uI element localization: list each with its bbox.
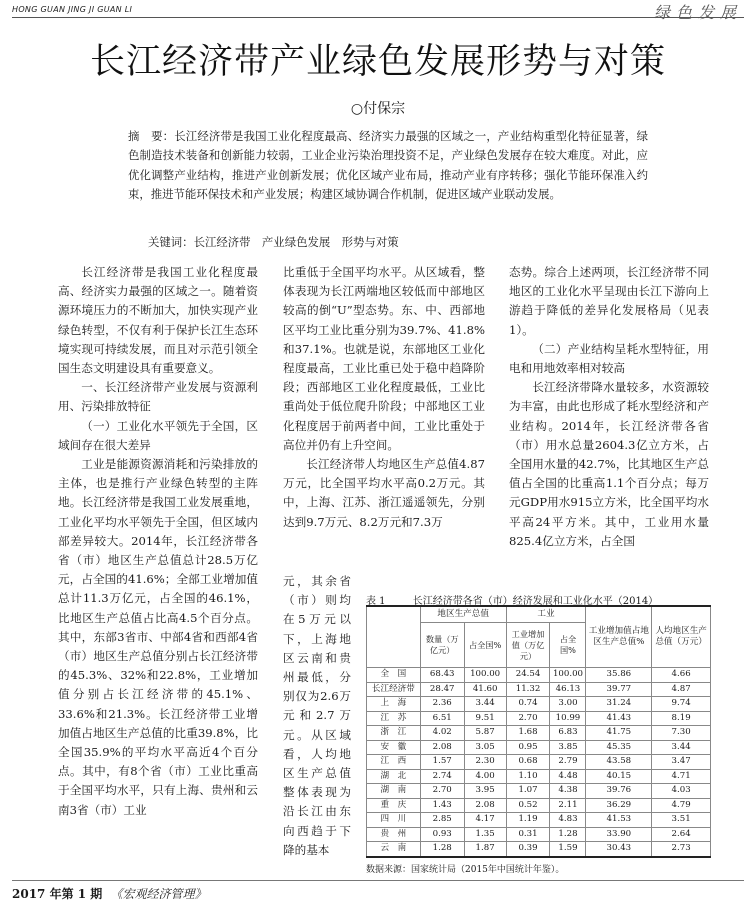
body-column-2 [283, 263, 485, 532]
table-row [367, 827, 711, 842]
paragraph: 长江经济带降水量较多，水资源较为丰富，由此也形成了耗水型经济和产业结构。2014年，长江经济带各省（市）用水总量2604.3亿立方米，占全国用水量的42.7%，比其地区生产总值占全国的比重高1.1个百分点；每万元GDP用水915立方米，比全国平均水平高24平方米。其中，工业用水量825.4亿立方米，占全国 [509, 380, 709, 548]
table-row [367, 769, 711, 784]
table-header-industry: 工业 [506, 606, 586, 623]
table-header-ind-share: 占全国% [550, 623, 586, 668]
table-cell: 7.30 [652, 726, 711, 741]
table-title: 长江经济带各省（市）经济发展和工业化水平（2014） [412, 596, 659, 607]
table-cell: 3.47 [652, 755, 711, 770]
table-cell: 4.02 [420, 726, 464, 741]
table-header-ind-value: 工业增加值（万亿元） [506, 623, 550, 668]
body-column-1 [58, 263, 258, 820]
table-cell-region: 安 徽 [367, 740, 421, 755]
section-heading: （二）产业结构呈耗水型特征，用电和用地效率相对较高 [509, 341, 709, 376]
table-cell: 3.00 [550, 697, 586, 712]
paragraph: 工业是能源资源消耗和污染排放的主体，也是推行产业绿色转型的主阵地。长江经济带是我国工业发展重地，工业化平均水平领先于全国，但区域内部差异较大。2014年，长江经济带各省（市）地区生产总值总计28.5万亿元，占全国的41.6%；全部工业增加值总计11.3万亿元，占全国的46.1%，比地区生产总值占比高4.5个百分点。其中，东部3省市、中部4省和西部4省（市）地区生产总值分别占长江经济带的45.3%、32%和22.8%，工业增加值分别占长江经济带的45.1%、33.6%和21.3%。长江经济带工业增加值占地区生产总值的比重39.8%，比全国35.9%的平均水平高近4个百分点。其中，有8个省（市）工业比重高于全国平均水平，只有上海、贵州和云南3省（市）工业 [58, 457, 258, 817]
table-cell: 4.66 [652, 668, 711, 683]
table-cell: 3.51 [652, 813, 711, 828]
table-cell: 2.36 [420, 697, 464, 712]
table-cell: 10.99 [550, 711, 586, 726]
table-cell: 1.87 [464, 842, 506, 857]
table-cell: 4.87 [652, 682, 711, 697]
table-header-share: 占全国% [464, 623, 506, 668]
table-row [367, 711, 711, 726]
paragraph: 长江经济带是我国工业化程度最高、经济实力最强的区域之一。随着资源环境压力的不断加大，加快实现产业绿色转型，不仅有利于保护长江生态环境实现可持续发展，而且对示范引领全国生态文明建设具有重要意义。 [58, 265, 258, 376]
table-cell-region: 湖 北 [367, 769, 421, 784]
table-cell: 4.38 [550, 784, 586, 799]
issue-number: 2017 年第 1 期 [12, 887, 103, 901]
table-cell: 0.52 [506, 798, 550, 813]
table-cell: 2.08 [464, 798, 506, 813]
table-cell: 2.08 [420, 740, 464, 755]
table-cell-region: 浙 江 [367, 726, 421, 741]
table-cell: 68.43 [420, 668, 464, 683]
table-cell: 4.83 [550, 813, 586, 828]
table-cell: 1.28 [550, 827, 586, 842]
table-row [367, 668, 711, 683]
abstract: 摘 要：长江经济带是我国工业化程度最高、经济实力最强的区域之一，产业结构重型化特征显著，绿色制造技术装备和创新能力较弱，工业企业污染治理投资不足，产业绿色发展存在较大难度。对此，应优化调整产业结构，推进产业创新发展；优化区域产业布局，推动产业有序转移；强化节能环保准入约束，推进节能环保技术和产业发展；构建区域协调合作机制，促进区域产业联动发展。 [128, 129, 648, 201]
table-cell: 4.17 [464, 813, 506, 828]
paragraph: 长江经济带人均地区生产总值4.87万元，比全国平均水平高0.2万元。其中，上海、江苏、浙江遥遥领先，分别达到9.7万元、8.2万元和7.3万 [283, 457, 485, 529]
table-cell: 46.13 [550, 682, 586, 697]
table-cell: 43.58 [586, 755, 652, 770]
paragraph: 元，其余省（市）则均在5万元以下，上海地区云南和贵州最低，分别仅为2.6万元和2.7万元。从区域看，人均地区生产总值整体表现为沿长江由东向西趋于下降的基本 [283, 574, 351, 857]
header-rule [12, 17, 744, 18]
table-header-gdp: 地区生产总值 [420, 606, 506, 623]
table-cell: 3.44 [652, 740, 711, 755]
table-row [367, 740, 711, 755]
table-cell: 0.39 [506, 842, 550, 857]
table-cell: 4.03 [652, 784, 711, 799]
footer [12, 885, 207, 902]
table-cell: 9.51 [464, 711, 506, 726]
article-title: 长江经济带产业绿色发展形势与对策 [89, 42, 666, 82]
table-cell: 41.43 [586, 711, 652, 726]
table-cell-region: 上 海 [367, 697, 421, 712]
table-cell: 24.54 [506, 668, 550, 683]
footer-rule [12, 880, 744, 881]
table-cell: 2.70 [506, 711, 550, 726]
section-label: 绿色发展 [653, 3, 742, 22]
table-cell: 2.79 [550, 755, 586, 770]
table-row [367, 798, 711, 813]
table-cell: 8.19 [652, 711, 711, 726]
body-column-3 [509, 263, 709, 551]
table-cell: 1.10 [506, 769, 550, 784]
table-cell: 33.90 [586, 827, 652, 842]
table-cell: 5.87 [464, 726, 506, 741]
running-header-pinyin: HONG GUAN JING JI GUAN LI [12, 5, 133, 14]
table-cell: 100.00 [464, 668, 506, 683]
table-row [367, 842, 711, 857]
table-row [367, 755, 711, 770]
table-cell: 1.07 [506, 784, 550, 799]
section-heading: 一、长江经济带产业发展与资源利用、污染排放特征 [58, 380, 258, 414]
table-cell: 1.59 [550, 842, 586, 857]
table-cell: 1.19 [506, 813, 550, 828]
table-cell: 2.85 [420, 813, 464, 828]
table-cell: 1.57 [420, 755, 464, 770]
table-cell-region: 重 庆 [367, 798, 421, 813]
table-cell: 35.86 [586, 668, 652, 683]
table-cell: 1.28 [420, 842, 464, 857]
table-cell-region: 云 南 [367, 842, 421, 857]
table-cell: 2.73 [652, 842, 711, 857]
table-cell-region: 全 国 [367, 668, 421, 683]
table-header-ratio: 工业增加值占地区生产总值% [586, 606, 652, 668]
table-cell: 39.76 [586, 784, 652, 799]
table-cell-region: 贵 州 [367, 827, 421, 842]
table-cell: 30.43 [586, 842, 652, 857]
table-cell: 41.75 [586, 726, 652, 741]
table-cell: 3.44 [464, 697, 506, 712]
table-cell-region: 长江经济带 [367, 682, 421, 697]
table-cell: 0.74 [506, 697, 550, 712]
table-cell: 100.00 [550, 668, 586, 683]
table-cell: 0.95 [506, 740, 550, 755]
table-cell: 0.68 [506, 755, 550, 770]
table-cell-region: 江 苏 [367, 711, 421, 726]
table-cell: 4.79 [652, 798, 711, 813]
table-cell: 40.15 [586, 769, 652, 784]
keywords: 关键词：长江经济带 产业绿色发展 形势与对策 [148, 235, 399, 249]
table-cell: 1.43 [420, 798, 464, 813]
table-header-amount: 数量（万亿元） [420, 623, 464, 668]
table-cell: 0.93 [420, 827, 464, 842]
table-cell: 6.83 [550, 726, 586, 741]
table-cell: 3.95 [464, 784, 506, 799]
table-cell: 41.53 [586, 813, 652, 828]
table-cell: 45.35 [586, 740, 652, 755]
table-row [367, 726, 711, 741]
table-cell-region: 湖 南 [367, 784, 421, 799]
table-row [367, 813, 711, 828]
table-cell: 36.29 [586, 798, 652, 813]
table-cell: 6.51 [420, 711, 464, 726]
table-cell: 1.35 [464, 827, 506, 842]
magazine-name: 《宏观经济管理》 [110, 887, 207, 901]
table-cell: 39.77 [586, 682, 652, 697]
table-row [367, 784, 711, 799]
table-cell: 2.64 [652, 827, 711, 842]
table-cell: 31.24 [586, 697, 652, 712]
table-cell: 4.71 [652, 769, 711, 784]
table-cell: 3.85 [550, 740, 586, 755]
data-table [366, 605, 711, 858]
table-cell: 4.48 [550, 769, 586, 784]
table-cell-region: 四 川 [367, 813, 421, 828]
table-cell: 2.30 [464, 755, 506, 770]
table-cell: 11.32 [506, 682, 550, 697]
table-header-region [367, 606, 421, 668]
table-cell: 9.74 [652, 697, 711, 712]
table-cell: 2.74 [420, 769, 464, 784]
table-row [367, 697, 711, 712]
body-column-2-narrow [283, 572, 351, 860]
table-cell: 28.47 [420, 682, 464, 697]
section-heading: （一）工业化水平领先于全国，区域间存在很大差异 [58, 418, 258, 452]
table-cell: 4.00 [464, 769, 506, 784]
table-cell: 2.11 [550, 798, 586, 813]
table-cell-region: 江 西 [367, 755, 421, 770]
author: ○付保宗 [350, 101, 406, 117]
table-cell: 41.60 [464, 682, 506, 697]
table-header-per-capita: 人均地区生产总值（万元） [652, 606, 711, 668]
table-row [367, 682, 711, 697]
table-cell: 2.70 [420, 784, 464, 799]
paragraph: 态势。综合上述两项，长江经济带不同地区的工业化水平呈现由长江下游向上游趋于降低的差异化发展格局（见表1）。 [509, 265, 709, 337]
table-cell: 1.68 [506, 726, 550, 741]
table-cell: 3.05 [464, 740, 506, 755]
paragraph: 比重低于全国平均水平。从区域看，整体表现为长江两端地区较低而中部地区较高的倒“U”型态势。东、中、西部地区平均工业比重分别为39.7%、41.8%和37.1%。也就是说，东部地区工业化程度最高，工业比重已处于稳中趋降阶段；西部地区工业化程度最低，工业比重尚处于低位爬升阶段；中部地区工业化程度居于前两者中间，工业比重处于高位并仍有上升空间。 [283, 265, 485, 452]
table-source: 数据来源：国家统计局（2015年中国统计年鉴）。 [366, 865, 565, 875]
table-number: 表 1 [366, 596, 386, 607]
table-cell: 0.31 [506, 827, 550, 842]
